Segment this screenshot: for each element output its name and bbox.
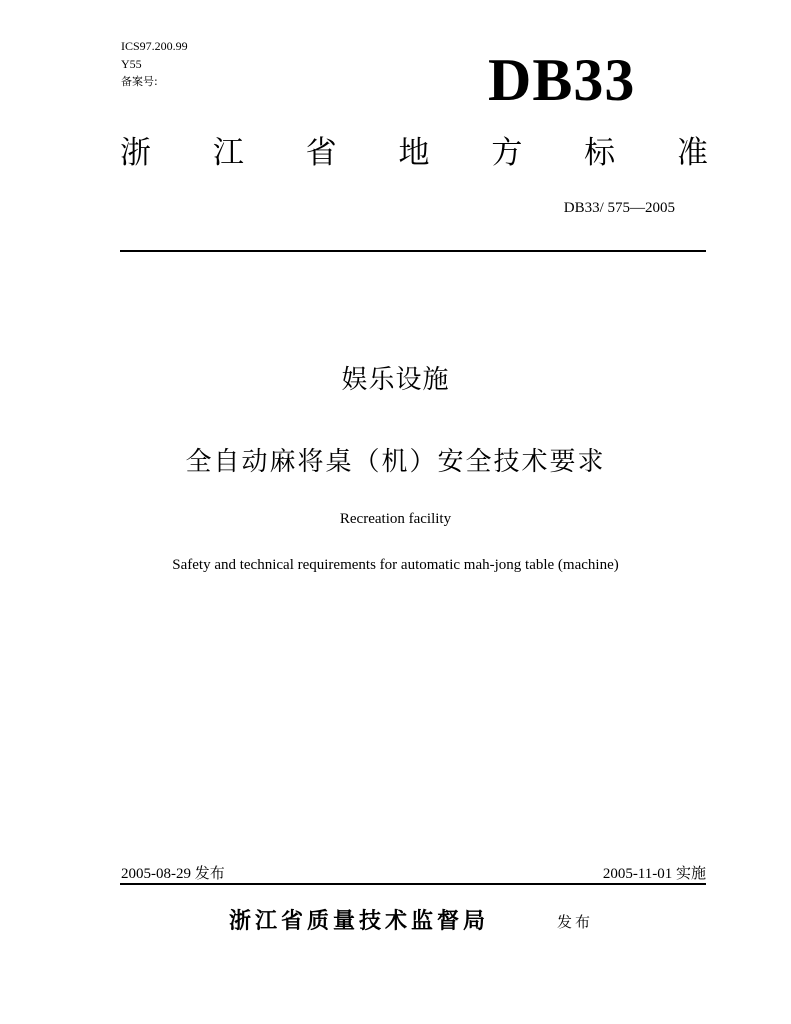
- ics-code: ICS97.200.99: [121, 39, 188, 53]
- standard-type-char: 方: [491, 135, 523, 171]
- top-divider: [120, 250, 706, 252]
- issuing-authority: 浙江省质量技术监督局: [229, 909, 490, 934]
- issuer-publish-label: 发布: [557, 913, 594, 931]
- standard-type-heading: [120, 132, 708, 174]
- title-english-sub: Safety and technical requirements for automatic mah-jong table (machine): [172, 557, 619, 573]
- title-chinese-sub: 全自动麻将桌（机）安全技术要求: [185, 447, 606, 477]
- classification-code: Y55: [121, 57, 142, 71]
- standard-type-char: 标: [584, 135, 616, 171]
- bottom-divider: [120, 883, 706, 885]
- standard-type-char: 准: [676, 135, 708, 171]
- implementation-date: 2005-11-01 实施: [602, 866, 706, 882]
- issue-date: 2005-08-29 发布: [121, 866, 225, 882]
- db-code-logo: DB33: [488, 47, 636, 113]
- standard-type-char: 浙: [120, 135, 151, 171]
- title-english-main: Recreation facility: [339, 511, 452, 527]
- standard-type-char: 地: [398, 135, 430, 171]
- filing-number-label: 备案号:: [121, 75, 158, 88]
- standard-number: DB33/ 575—2005: [563, 200, 675, 216]
- standard-type-char: 省: [305, 135, 337, 171]
- title-chinese-main: 娱乐设施: [341, 365, 450, 395]
- standard-type-char: 江: [212, 135, 244, 171]
